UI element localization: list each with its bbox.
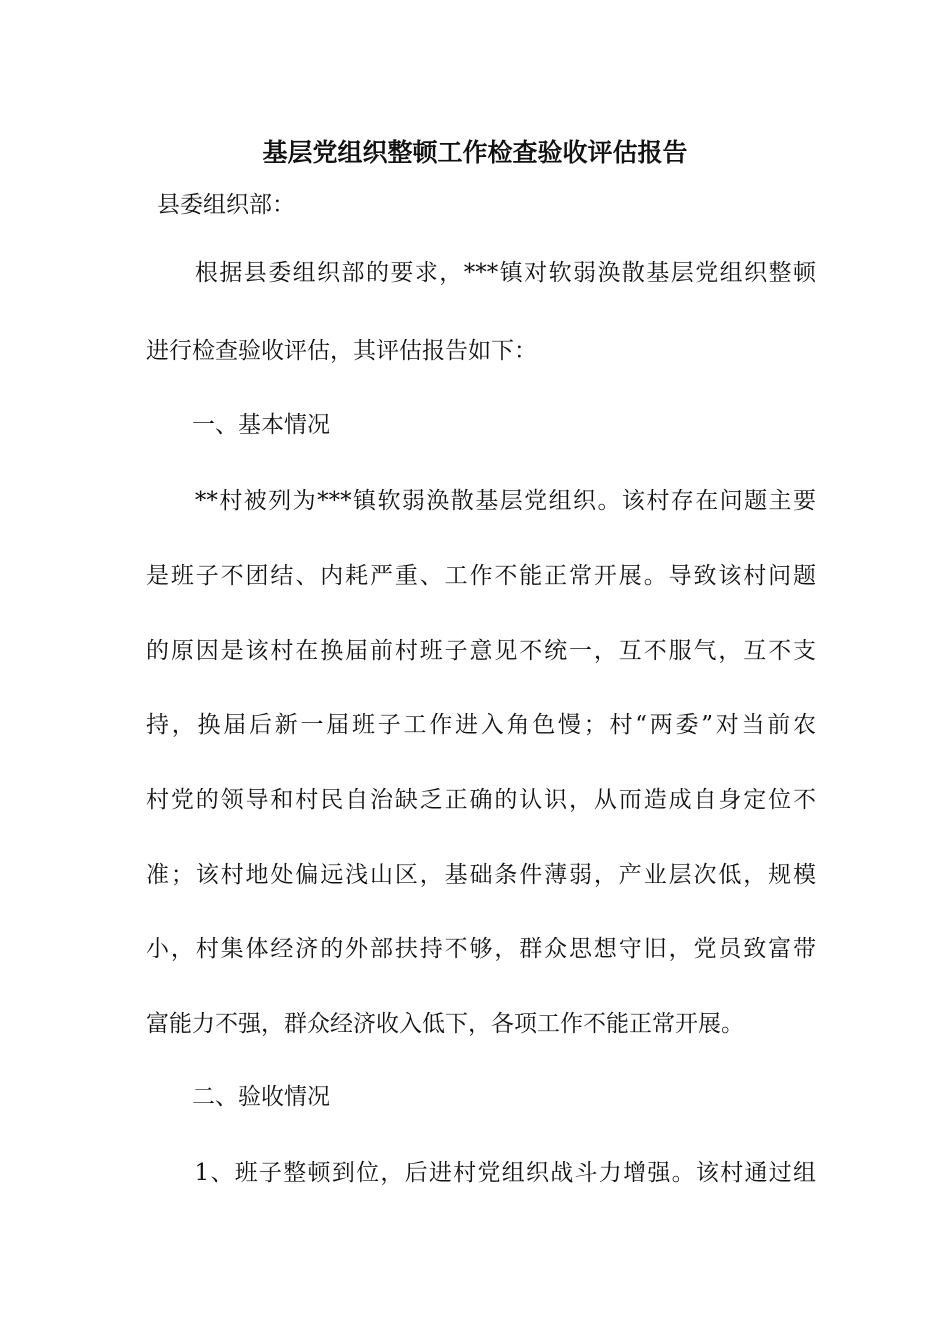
section-heading-basic: 一、基本情况: [146, 412, 330, 438]
body-line-8: 村党的领导和村民自治缺乏正确的认识，从而造成自身定位不: [146, 787, 816, 813]
body-line-9: 准；该村地处偏远浅山区，基础条件薄弱，产业层次低，规模: [146, 862, 816, 888]
body-line-5: 是班子不团结、内耗严重、工作不能正常开展。导致该村问题: [146, 563, 816, 589]
body-line-10: 小，村集体经济的外部扶持不够，群众思想守旧，党员致富带: [146, 936, 816, 962]
body-line-4: **村被列为***镇软弱涣散基层党组织。该村存在问题主要: [146, 488, 816, 514]
body-line-11: 富能力不强，群众经济收入低下，各项工作不能正常开展。: [146, 1011, 744, 1037]
body-line-1: 根据县委组织部的要求，***镇对软弱涣散基层党组织整顿: [146, 260, 816, 286]
document-title: 基层党组织整顿工作检查验收评估报告: [262, 138, 688, 167]
body-line-13: 1、班子整顿到位，后进村党组织战斗力增强。该村通过组: [146, 1160, 816, 1186]
section-heading-acceptance: 二、验收情况: [146, 1084, 330, 1110]
body-line-2: 进行检查验收评估，其评估报告如下：: [146, 338, 537, 364]
body-line-6: 的原因是该村在换届前村班子意见不统一，互不服气，互不支: [146, 638, 816, 664]
body-line-7: 持，换届后新一届班子工作进入角色慢；村“两委”对当前农: [146, 712, 816, 738]
salutation: 县委组织部：: [157, 192, 295, 218]
